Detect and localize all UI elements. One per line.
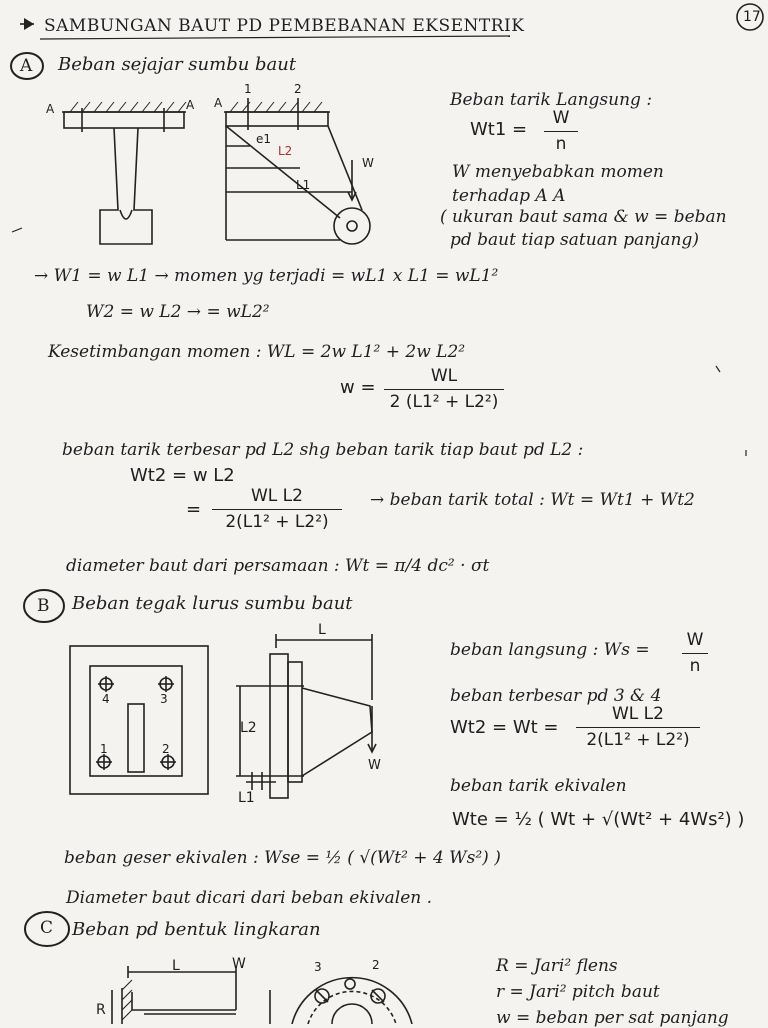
w-bar (384, 389, 504, 390)
fig-c-label-w: W (232, 956, 246, 972)
w-den: 2 (L1² + L2²) (389, 392, 499, 412)
note-line-2: terhadap A A (452, 186, 566, 206)
fig-c-label-l: L (172, 958, 180, 974)
figure-c-bracket (112, 966, 270, 1024)
section-b-heading: Beban tegak lurus sumbu baut (72, 593, 353, 614)
note-line-3: ( ukuran baut sama & w = beban (440, 207, 727, 227)
figure-b-plate (70, 646, 208, 794)
direct-b-den: n (689, 656, 701, 676)
wt2-num: WL L2 (251, 486, 303, 506)
fig-label-w: W (362, 156, 374, 170)
fig-b-label-w: W (368, 758, 381, 773)
title-underline (40, 36, 510, 39)
wt1-bar (544, 131, 578, 132)
fig-label-a1: A (46, 102, 55, 116)
section-c-heading: Beban pd bentuk lingkaran (72, 919, 321, 940)
def-r-pitch: r = Jari² pitch baut (496, 982, 660, 1002)
direct-load-b: beban langsung : Ws = (450, 640, 650, 660)
fig-label-a3: A (214, 96, 223, 110)
direct-b-bar (682, 653, 708, 654)
wt2-line: Wt2 = w L2 (130, 465, 235, 486)
figure-a-bracket (224, 98, 370, 244)
fig-label-l2: L2 (278, 144, 293, 158)
section-c-marker: C (40, 918, 54, 938)
fig-label-2: 2 (294, 82, 302, 96)
def-r-flange: R = Jari² flens (496, 956, 618, 976)
direct-load-label: Beban tarik Langsung : (450, 90, 653, 110)
fig-label-e1: e1 (256, 132, 272, 146)
moment-line-1: → W1 = w L1 → momen yg terjadi = wL1 x L1 = wL1² (34, 266, 499, 286)
wt1-den: n (555, 134, 567, 154)
max-load-text: beban tarik terbesar pd L2 shg beban tarik tiap baut pd L2 : (62, 440, 584, 460)
fig-b-label-l1: L1 (238, 790, 255, 806)
wt2-b-den: 2(L1² + L2²) (586, 730, 690, 750)
bolt-label-3: 3 (160, 692, 168, 706)
moment-line-2: W2 = w L2 → = wL2² (86, 302, 270, 322)
direct-b-num: W (686, 630, 704, 650)
note-line-1: W menyebabkan momen (452, 162, 664, 182)
bolt-label-4: 4 (102, 692, 110, 706)
bolt-label-1: 1 (100, 742, 108, 756)
fig-label-1: 1 (244, 82, 252, 96)
page-title: SAMBUNGAN BAUT PD PEMBEBANAN EKSENTRIK (44, 16, 525, 36)
wt2-b-bar (576, 727, 700, 728)
largest-load-b: beban terbesar pd 3 & 4 (450, 686, 662, 706)
fig-label-l1: L1 (296, 178, 311, 192)
fig-b-label-l: L (318, 622, 326, 638)
wt2-bar (212, 509, 342, 510)
w-num: WL (430, 366, 458, 386)
figure-c-flange (292, 978, 412, 1024)
wt1-lhs: Wt1 = (470, 119, 528, 140)
wt2-b-num: WL L2 (612, 704, 664, 724)
balance-eq: Kesetimbangan momen : WL = 2w L1² + 2w L2² (48, 342, 466, 362)
bolt-label-2: 2 (162, 742, 170, 756)
wt2-den: 2(L1² + L2²) (225, 512, 329, 532)
section-a-marker: A (20, 56, 33, 76)
total-load-text: → beban tarik total : Wt = Wt1 + Wt2 (370, 490, 695, 510)
diameter-b: Diameter baut dicari dari beban ekivalen . (66, 888, 433, 908)
fig-c-label-2: 2 (372, 958, 380, 972)
note-line-4: pd baut tiap satuan panjang) (450, 230, 700, 250)
fig-b-label-l2: L2 (240, 720, 257, 736)
section-a-heading: Beban sejajar sumbu baut (58, 54, 297, 75)
fig-c-label-3: 3 (314, 960, 322, 974)
page-number: 17 (743, 9, 761, 25)
margin-mark (12, 228, 22, 232)
section-b-marker: B (37, 596, 50, 616)
fig-c-label-r: R (96, 1002, 106, 1018)
equiv-tensile-label: beban tarik ekivalen (450, 776, 627, 796)
wte-eq: Wte = ½ ( Wt + √(Wt² + 4Ws²) ) (452, 809, 745, 830)
figure-b-side (236, 634, 376, 798)
wt2-eq-sign: = (186, 499, 202, 520)
def-w: w = beban per sat panjang (496, 1008, 729, 1028)
fig-label-a2: A (186, 98, 195, 112)
w-lhs: w = (340, 377, 376, 398)
figure-a-tee (62, 102, 186, 244)
wt2-b-lhs: Wt2 = Wt = (450, 717, 559, 738)
wt1-num: W (552, 108, 570, 128)
shear-equiv: beban geser ekivalen : Wse = ½ ( √(Wt² + 4 Ws²) ) (64, 848, 501, 868)
diameter-eq: diameter baut dari persamaan : Wt = π/4 dc² · σt (66, 556, 490, 576)
